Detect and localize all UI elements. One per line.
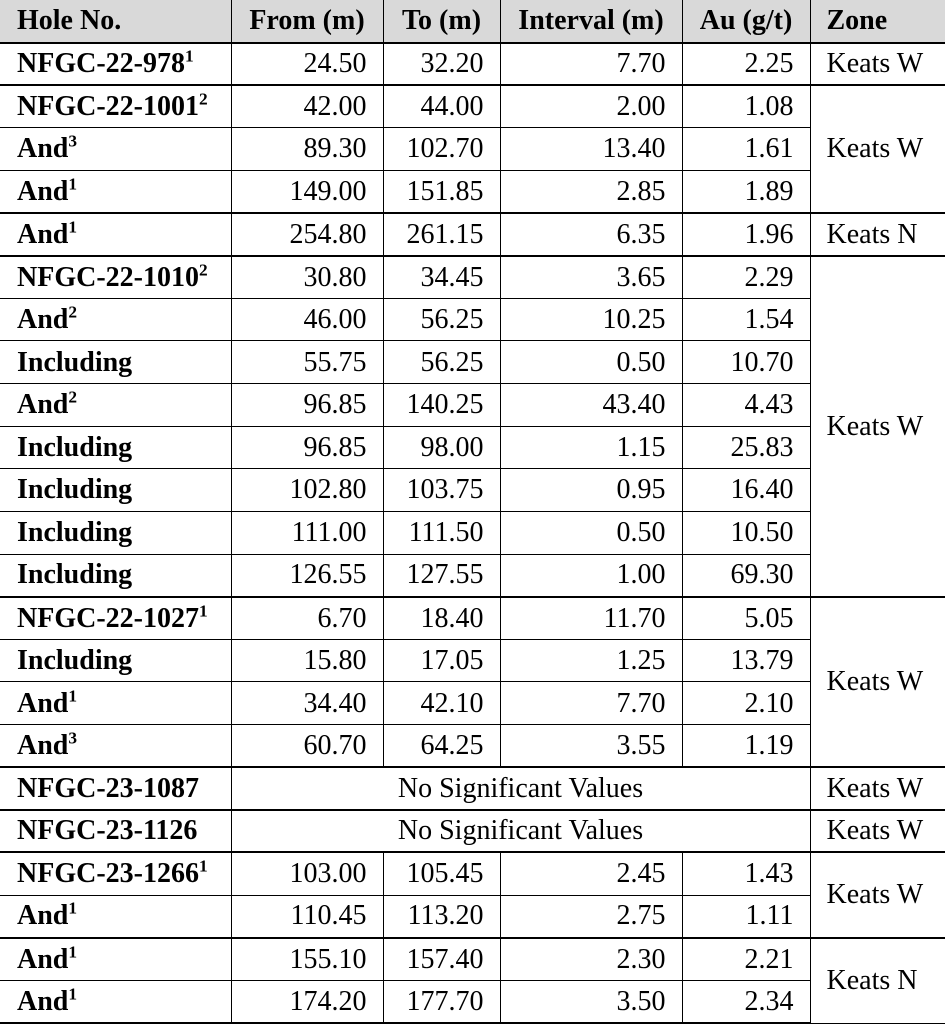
- zone-cell: Keats W: [810, 597, 945, 768]
- interval-cell: 3.65: [500, 256, 682, 299]
- to-cell: 111.50: [383, 511, 500, 554]
- hole-cell: [0, 256, 231, 299]
- table-row: [0, 256, 945, 299]
- interval-cell: 10.25: [500, 298, 682, 341]
- footnote-superscript: 2: [198, 89, 208, 109]
- to-cell: 18.40: [383, 597, 500, 640]
- from-cell: 96.85: [231, 384, 383, 427]
- table-row: [0, 341, 945, 384]
- from-cell: 15.80: [231, 639, 383, 682]
- from-cell: 149.00: [231, 170, 383, 213]
- hole-label: And: [17, 900, 69, 932]
- table-row: [0, 85, 945, 128]
- to-cell: 44.00: [383, 85, 500, 128]
- to-cell: 56.25: [383, 298, 500, 341]
- hole-label: Including: [17, 559, 133, 591]
- to-cell: 102.70: [383, 128, 500, 171]
- from-cell: 155.10: [231, 938, 383, 981]
- from-cell: 96.85: [231, 426, 383, 469]
- from-cell: 46.00: [231, 298, 383, 341]
- hole-label: NFGC-23-1266: [17, 858, 199, 890]
- hole-label: And: [17, 985, 69, 1017]
- au-cell: 1.19: [682, 725, 810, 768]
- table-row: [0, 682, 945, 725]
- zone-cell: Keats N: [810, 213, 945, 256]
- interval-cell: 2.00: [500, 85, 682, 128]
- footnote-superscript: 2: [198, 260, 208, 280]
- from-cell: 110.45: [231, 895, 383, 938]
- zone-cell: Keats W: [810, 767, 945, 810]
- header-from: From (m): [231, 0, 383, 43]
- zone-cell: Keats W: [810, 810, 945, 853]
- no-significant-values-cell: No Significant Values: [231, 767, 810, 810]
- zone-cell: Keats W: [810, 256, 945, 597]
- footnote-superscript: 1: [68, 984, 78, 1004]
- to-cell: 157.40: [383, 938, 500, 981]
- hole-label: And: [17, 943, 69, 975]
- hole-cell: [0, 298, 231, 341]
- hole-cell: [0, 597, 231, 640]
- no-significant-values-cell: No Significant Values: [231, 810, 810, 853]
- hole-cell: [0, 43, 231, 86]
- footnote-superscript: 1: [68, 217, 78, 237]
- footnote-superscript: 2: [68, 387, 78, 407]
- interval-cell: 2.45: [500, 852, 682, 895]
- au-cell: 10.70: [682, 341, 810, 384]
- from-cell: 42.00: [231, 85, 383, 128]
- hole-label: And: [17, 133, 69, 165]
- interval-cell: 7.70: [500, 43, 682, 86]
- from-cell: 254.80: [231, 213, 383, 256]
- interval-cell: 3.50: [500, 980, 682, 1023]
- hole-label: NFGC-22-1001: [17, 91, 199, 123]
- au-cell: 69.30: [682, 554, 810, 597]
- au-cell: 2.10: [682, 682, 810, 725]
- interval-cell: 2.30: [500, 938, 682, 981]
- table-row: [0, 298, 945, 341]
- interval-cell: 43.40: [500, 384, 682, 427]
- hole-label: Including: [17, 644, 133, 676]
- interval-cell: 1.15: [500, 426, 682, 469]
- table-row: [0, 170, 945, 213]
- hole-cell: [0, 852, 231, 895]
- footnote-superscript: 1: [68, 942, 78, 962]
- interval-cell: 2.75: [500, 895, 682, 938]
- footnote-superscript: 3: [68, 728, 78, 748]
- to-cell: 34.45: [383, 256, 500, 299]
- table-row: [0, 852, 945, 895]
- interval-cell: 6.35: [500, 213, 682, 256]
- zone-cell: Keats W: [810, 852, 945, 937]
- interval-cell: 1.00: [500, 554, 682, 597]
- au-cell: 5.05: [682, 597, 810, 640]
- au-cell: 1.89: [682, 170, 810, 213]
- hole-cell: [0, 810, 231, 853]
- from-cell: 89.30: [231, 128, 383, 171]
- hole-label: NFGC-23-1126: [17, 815, 198, 847]
- hole-cell: [0, 85, 231, 128]
- table-row: [0, 511, 945, 554]
- zone-cell: Keats W: [810, 43, 945, 86]
- interval-cell: 3.55: [500, 725, 682, 768]
- au-cell: 1.61: [682, 128, 810, 171]
- from-cell: 174.20: [231, 980, 383, 1023]
- au-cell: 1.96: [682, 213, 810, 256]
- from-cell: 111.00: [231, 511, 383, 554]
- to-cell: 140.25: [383, 384, 500, 427]
- au-cell: 13.79: [682, 639, 810, 682]
- interval-cell: 11.70: [500, 597, 682, 640]
- interval-cell: 1.25: [500, 639, 682, 682]
- hole-cell: [0, 384, 231, 427]
- zone-cell: Keats N: [810, 938, 945, 1023]
- hole-label: Including: [17, 346, 133, 378]
- hole-cell: [0, 170, 231, 213]
- footnote-superscript: 1: [68, 174, 78, 194]
- au-cell: 10.50: [682, 511, 810, 554]
- interval-cell: 13.40: [500, 128, 682, 171]
- hole-cell: [0, 895, 231, 938]
- table-body: [0, 43, 945, 1023]
- hole-cell: [0, 767, 231, 810]
- table-row: [0, 810, 945, 853]
- to-cell: 98.00: [383, 426, 500, 469]
- interval-cell: 0.50: [500, 341, 682, 384]
- table-row: [0, 213, 945, 256]
- hole-cell: [0, 213, 231, 256]
- header-row: [0, 0, 945, 43]
- from-cell: 6.70: [231, 597, 383, 640]
- header-hole-no: Hole No.: [0, 0, 231, 43]
- hole-label: NFGC-22-1027: [17, 602, 199, 634]
- hole-cell: [0, 725, 231, 768]
- table-row: [0, 43, 945, 86]
- table-row: [0, 980, 945, 1023]
- from-cell: 34.40: [231, 682, 383, 725]
- to-cell: 103.75: [383, 469, 500, 512]
- interval-cell: 2.85: [500, 170, 682, 213]
- hole-label: And: [17, 389, 69, 421]
- footnote-superscript: 1: [198, 857, 208, 876]
- from-cell: 24.50: [231, 43, 383, 86]
- table-row: [0, 426, 945, 469]
- hole-cell: [0, 469, 231, 512]
- from-cell: 102.80: [231, 469, 383, 512]
- table-row: [0, 554, 945, 597]
- table-row: [0, 938, 945, 981]
- interval-cell: 7.70: [500, 682, 682, 725]
- hole-label: Including: [17, 474, 133, 506]
- footnote-superscript: 1: [198, 601, 208, 621]
- header-interval: Interval (m): [500, 0, 682, 43]
- from-cell: 55.75: [231, 341, 383, 384]
- footnote-superscript: 3: [68, 132, 78, 152]
- table-row: [0, 469, 945, 512]
- table-row: [0, 597, 945, 640]
- hole-label: Including: [17, 431, 133, 463]
- footnote-superscript: 2: [68, 302, 78, 322]
- hole-cell: [0, 426, 231, 469]
- hole-label: And: [17, 729, 69, 761]
- interval-cell: 0.95: [500, 469, 682, 512]
- to-cell: 261.15: [383, 213, 500, 256]
- table-row: [0, 639, 945, 682]
- footnote-superscript: 1: [68, 686, 78, 706]
- table-row: [0, 128, 945, 171]
- au-cell: 16.40: [682, 469, 810, 512]
- au-cell: 1.11: [682, 895, 810, 938]
- table-row: [0, 767, 945, 810]
- au-cell: 25.83: [682, 426, 810, 469]
- au-cell: 1.08: [682, 85, 810, 128]
- footnote-superscript: 1: [184, 46, 194, 66]
- hole-label: NFGC-22-1010: [17, 261, 199, 293]
- hole-label: And: [17, 175, 69, 207]
- hole-cell: [0, 980, 231, 1023]
- hole-label: And: [17, 303, 69, 335]
- from-cell: 30.80: [231, 256, 383, 299]
- to-cell: 64.25: [383, 725, 500, 768]
- hole-label: And: [17, 687, 69, 719]
- au-cell: 1.54: [682, 298, 810, 341]
- au-cell: 2.34: [682, 980, 810, 1023]
- au-cell: 2.29: [682, 256, 810, 299]
- from-cell: 126.55: [231, 554, 383, 597]
- au-cell: 4.43: [682, 384, 810, 427]
- table-row: [0, 725, 945, 768]
- interval-cell: 0.50: [500, 511, 682, 554]
- from-cell: 103.00: [231, 852, 383, 895]
- zone-cell: Keats W: [810, 85, 945, 213]
- header-au: Au (g/t): [682, 0, 810, 43]
- hole-cell: [0, 341, 231, 384]
- hole-cell: [0, 128, 231, 171]
- to-cell: 105.45: [383, 852, 500, 895]
- to-cell: 17.05: [383, 639, 500, 682]
- hole-cell: [0, 511, 231, 554]
- hole-cell: [0, 639, 231, 682]
- hole-cell: [0, 682, 231, 725]
- from-cell: 60.70: [231, 725, 383, 768]
- au-cell: 2.21: [682, 938, 810, 981]
- hole-label: NFGC-22-978: [17, 48, 185, 80]
- hole-label: And: [17, 218, 69, 250]
- to-cell: 151.85: [383, 170, 500, 213]
- table-row: [0, 895, 945, 938]
- header-to: To (m): [383, 0, 500, 43]
- to-cell: 177.70: [383, 980, 500, 1023]
- footnote-superscript: 1: [68, 899, 78, 919]
- hole-label: Including: [17, 517, 133, 549]
- to-cell: 127.55: [383, 554, 500, 597]
- to-cell: 56.25: [383, 341, 500, 384]
- hole-label: NFGC-23-1087: [17, 772, 199, 804]
- table-row: [0, 384, 945, 427]
- au-cell: 2.25: [682, 43, 810, 86]
- to-cell: 32.20: [383, 43, 500, 86]
- header-zone: Zone: [810, 0, 945, 43]
- hole-cell: [0, 938, 231, 981]
- to-cell: 42.10: [383, 682, 500, 725]
- to-cell: 113.20: [383, 895, 500, 938]
- au-cell: 1.43: [682, 852, 810, 895]
- hole-cell: [0, 554, 231, 597]
